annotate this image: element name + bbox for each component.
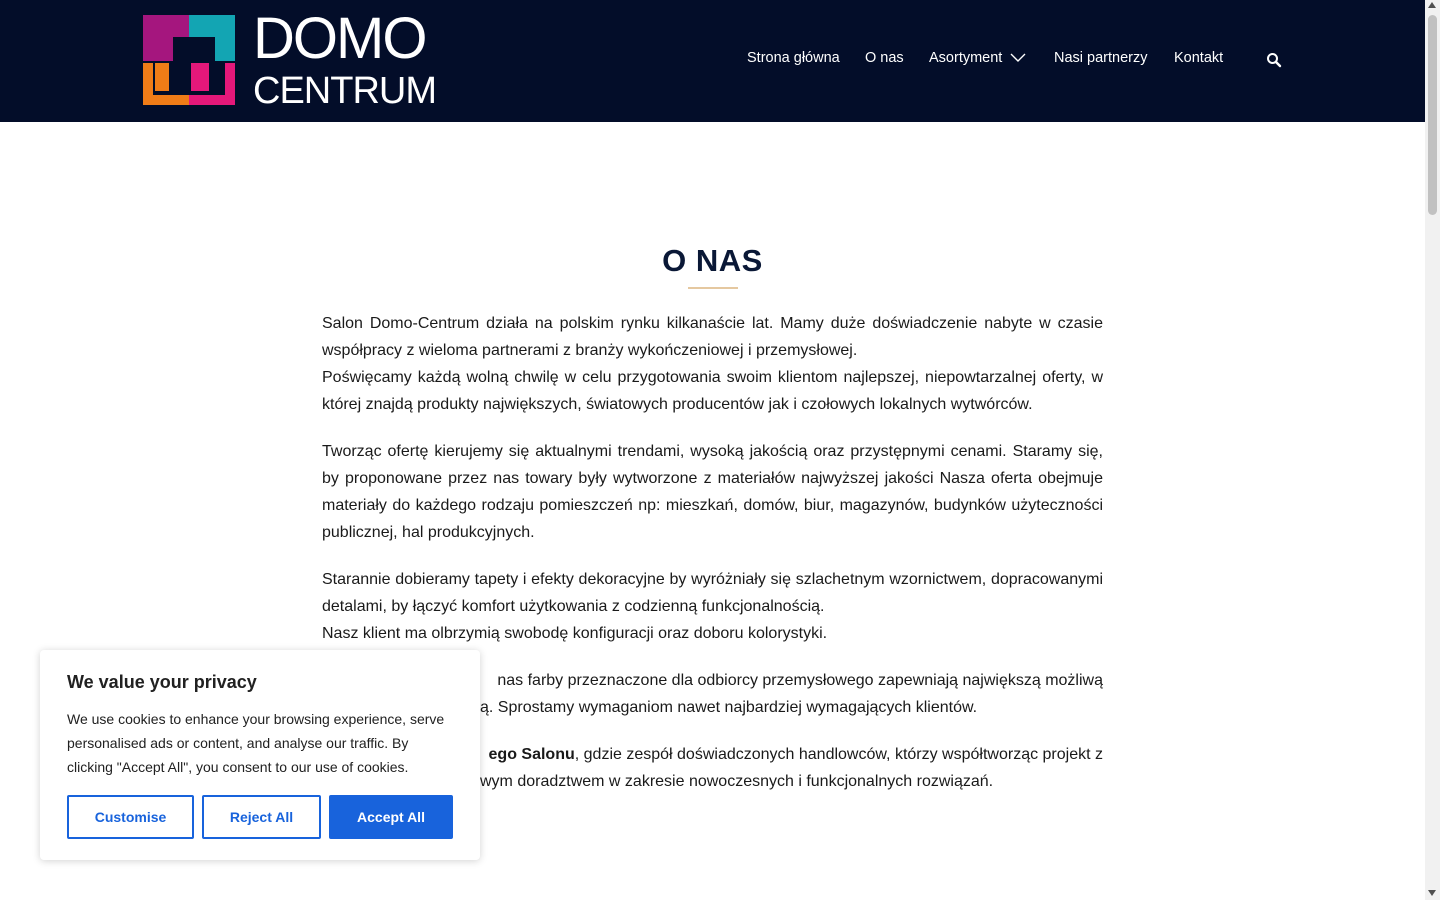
scroll-up-arrow-icon[interactable]: [1428, 2, 1436, 8]
page-title: O NAS: [662, 243, 763, 278]
paragraph-text: Starannie dobieramy tapety i efekty dekoracyjne by wyróżniały się szlachetnym wzornictwem, dopracowanymi detalami, by łączyć komfort użytkowania z codzienną funkcjonalnością.: [322, 571, 1103, 615]
paragraph-text: , gdzie zespół doświadczonych handlowców, którzy współtworząc projekt z: [574, 746, 1103, 763]
salon-bold-text: ego Salonu: [488, 746, 575, 763]
site-header: [0, 0, 1425, 122]
paragraph-text: Tworząc ofertę kierujemy się aktualnymi trendami, wysoką jakością oraz przystępnymi cenami. Staramy się, by proponowane przez nas towary były wytworzone z materiałów najwyższej jakości Nasza oferta obejmuje materiały do każdego rodzaju pomieszczeń np: mieszkań, domów, biur, magazynów, budynków użyteczności publicznej, hal produkcyjnych.: [322, 443, 1103, 541]
paragraph-text: Nasz klient ma olbrzymią swobodę konfiguracji oraz doboru kolorystyki.: [322, 625, 828, 642]
cookie-consent-banner: [40, 650, 480, 860]
cookie-description: We use cookies to enhance your browsing experience, serve personalised ads or content, and analyse our traffic. By clicking "Accept All", you consent to our use of cookies.: [67, 711, 445, 775]
logo-text-centrum: CENTRUM: [253, 70, 436, 112]
logo-text-domo: DOMO: [253, 6, 426, 71]
cookie-title: We value your privacy: [67, 672, 257, 692]
brand-logo[interactable]: [143, 6, 443, 112]
scroll-down-arrow-icon[interactable]: [1428, 890, 1436, 896]
paragraph-text: Poświęcamy każdą wolną chwilę w celu przygotowania swoim klientom najlepszej, niepowtarzalnej oferty, w której znajdą produkty największych, światowych producentów jak i czołowych lokalnych wytwórców.: [322, 369, 1103, 413]
chevron-down-icon[interactable]: [1010, 53, 1026, 63]
logo-house-icon: [143, 15, 235, 107]
paragraph-2: [322, 438, 1103, 546]
scroll-thumb[interactable]: [1428, 15, 1437, 215]
paragraph-text: Salon Domo-Centrum działa na polskim rynku kilkanaście lat. Mamy duże doświadczenie nabyte w czasie współpracy z wieloma partnerami z branży wykończeniowej i przemysłowej.: [322, 315, 1103, 359]
paragraph-3: [322, 566, 1103, 647]
title-underline: [688, 287, 738, 289]
search-icon[interactable]: [1266, 52, 1282, 68]
reject-all-button[interactable]: Reject All: [202, 795, 321, 839]
nav-item-products[interactable]: Asortyment: [929, 50, 1003, 66]
paragraph-text: nas farby przeznaczone dla odbiorcy przemysłowego zapewniają największą możliwą: [497, 672, 1103, 689]
nav-item-contact[interactable]: Kontakt: [1174, 50, 1224, 66]
page-scrollbar[interactable]: [1425, 0, 1440, 900]
paragraph-1: [322, 310, 1103, 418]
paragraph-text: ą. Sprostamy wymaganiom nawet najbardziej wymagających klientów.: [480, 699, 978, 716]
accept-all-button[interactable]: Accept All: [329, 795, 453, 839]
nav-item-home[interactable]: Strona główna: [747, 50, 840, 66]
nav-item-partners[interactable]: Nasi partnerzy: [1054, 50, 1148, 66]
nav-item-about[interactable]: O nas: [865, 50, 904, 66]
paragraph-text: wym doradztwem w zakresie nowoczesnych i funkcjonalnych rozwiązań.: [480, 773, 994, 790]
customise-button[interactable]: Customise: [67, 795, 194, 839]
